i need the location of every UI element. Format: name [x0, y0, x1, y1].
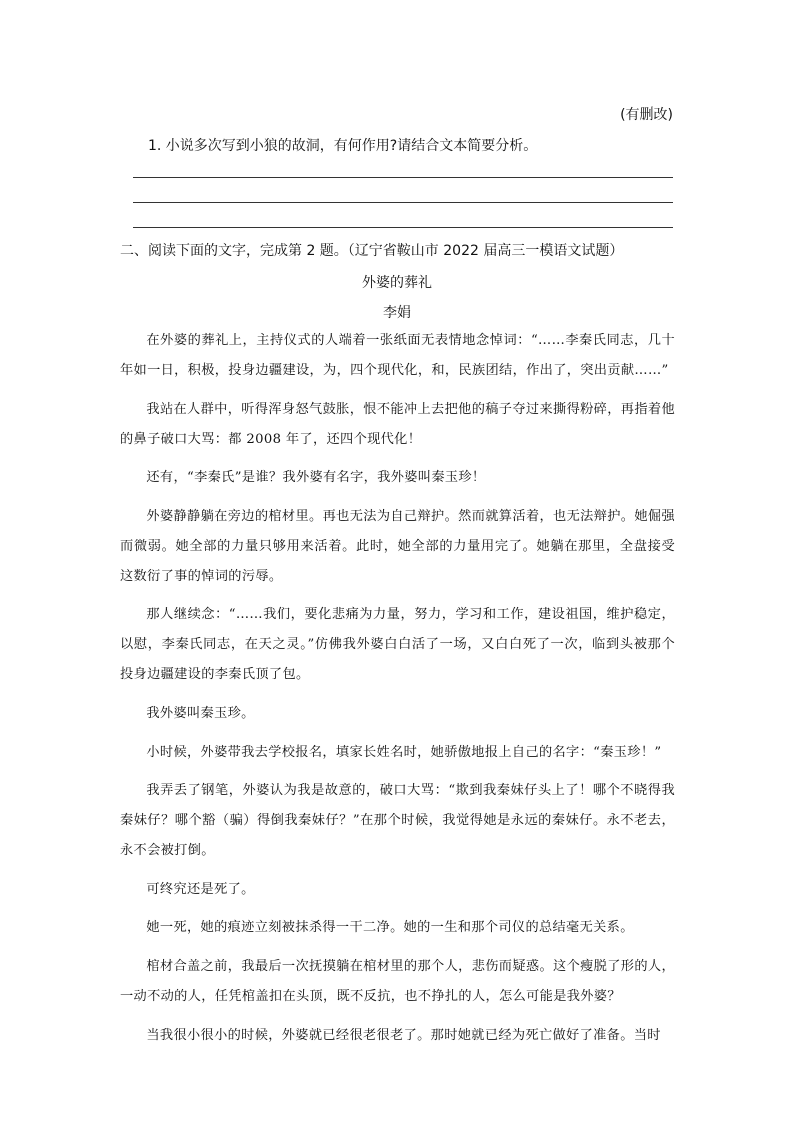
article-body — [120, 326, 675, 1059]
paragraph: 当我很小很小的时候，外婆就已经很老很老了。那时她就已经为死亡做好了准备。当时 — [146, 1027, 661, 1043]
paragraph: 她一死，她的痕迹立刻被抹杀得一干二净。她的一生和那个司仪的总结毫无关系。 — [146, 920, 634, 936]
paragraph: 棺材合盖之前，我最后一次抚摸躺在棺材里的那个人，悲伤而疑惑。这个瘦脱了形的人，一动不动的人，任凭棺盖扣在头顶，既不反抗，也不挣扎的人，怎么可能是我外婆？ — [120, 958, 675, 1004]
answer-line — [133, 177, 673, 178]
paragraph: 外婆静静躺在旁边的棺材里。再也无法为自己辩护。然而就算活着，也无法辩护。她倔强而微弱。她全部的力量只够用来活着。此时，她全部的力量用完了。她躺在那里，全盘接受这数衍了事的悼词的污辱。 — [120, 508, 675, 584]
paragraph: 我站在人群中，听得浑身怒气鼓胀，恨不能冲上去把他的稿子夺过来撕得粉碎，再指着他的鼻子破口大骂：都 2008 年了，还四个现代化！ — [120, 401, 675, 447]
question-1: 1. 小说多次写到小狼的故洞，有何作用?请结合文本简要分析。 — [148, 138, 538, 154]
paragraph: 那人继续念：“……我们，要化悲痛为力量，努力，学习和工作，建设祖国，维护稳定，以慰，李秦氏同志，在天之灵。”仿佛我外婆白白活了一场，又白白死了一次，临到头被那个投身边疆建设的李秦氏顶了包。 — [120, 607, 675, 683]
paragraph: 我外婆叫秦玉珍。 — [146, 705, 255, 721]
section-heading: 二、阅读下面的文字，完成第 2 题。（辽宁省鞍山市 2022 届高三一模语文试题） — [120, 243, 624, 259]
paragraph: 我弄丢了钢笔，外婆认为我是故意的，破口大骂：“欺到我秦妹仔头上了！哪个不晓得我秦妹仔？哪个豁（骗）得倒我秦妹仔？”在那个时候，我觉得她是永远的秦妹仔。永不老去，永不会被打倒。 — [120, 783, 675, 859]
paragraph: 在外婆的葬礼上，主持仪式的人端着一张纸面无表情地念悼词：“……李秦氏同志，几十年如一日，积极，投身边疆建设，为，四个现代化，和，民族团结，作出了，突出贡献……” — [120, 333, 675, 378]
answer-line — [133, 202, 673, 203]
paragraph: 还有，“李秦氏”是谁？我外婆有名字，我外婆叫秦玉珍！ — [146, 470, 486, 486]
article-title: 外婆的葬礼 — [362, 275, 432, 291]
paragraph: 可终究还是死了。 — [146, 881, 255, 897]
answer-line — [133, 227, 673, 228]
article-author: 李娟 — [383, 305, 411, 321]
paragraph: 小时候，外婆带我去学校报名，填家长姓名时，她骄傲地报上自己的名字：“秦玉珍！” — [146, 744, 662, 760]
revision-note: (有删改) — [620, 107, 673, 123]
